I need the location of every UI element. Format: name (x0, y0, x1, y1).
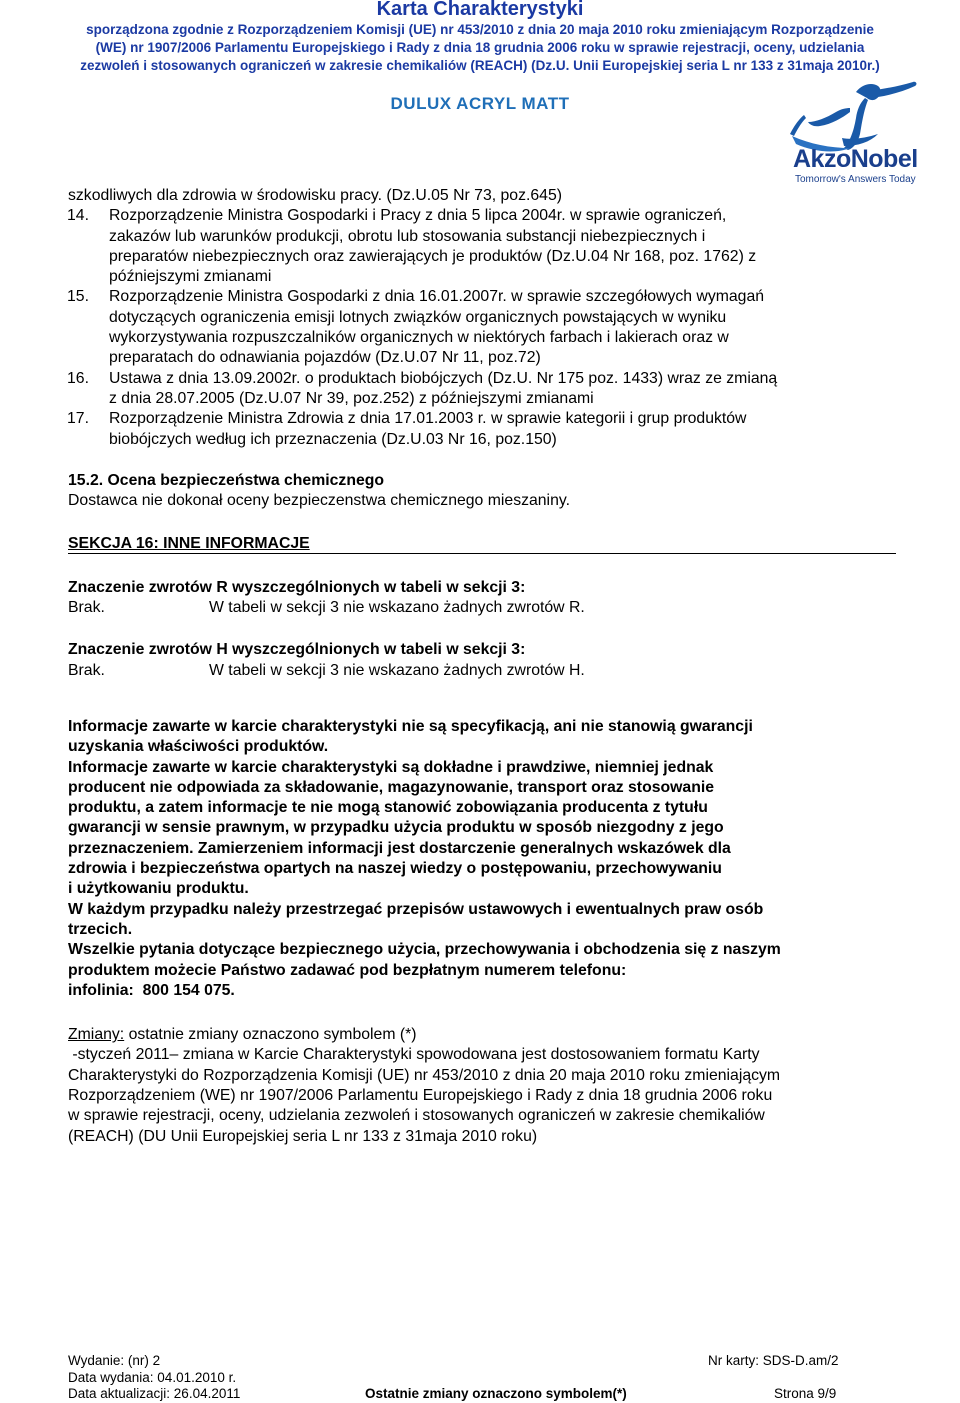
item-line: preparatach do odnawiania pojazdów (Dz.U.07 Nr 11, poz.72) (109, 349, 541, 367)
r-phrases-row (68, 598, 896, 618)
disclaimer-line: Informacje zawarte w karcie charakterystyki nie są specyfikacją, ani nie stanowią gwarancji (68, 717, 753, 735)
changes-label: Zmiany: (68, 1026, 125, 1044)
footer-row (68, 1386, 896, 1403)
h-phrases-row (68, 661, 896, 681)
item-line: biobójczych według ich przeznaczenia (Dz.U.03 Nr 16, poz.150) (109, 430, 557, 448)
item-line: późniejszymi zmianami (109, 268, 272, 286)
item-line: dotyczących ograniczenia emisji lotnych związków organicznych powstających w wyniku (109, 308, 727, 326)
issue-date: Data wydania: 04.01.2010 r. (68, 1369, 237, 1385)
h-phrases-label: Brak. (68, 661, 105, 679)
item-number: 14. (67, 207, 89, 225)
disclaimer-line: Informacje zawarte w karcie charakterystyki są dokładne i prawdziwe, niemniej jednak (68, 758, 714, 776)
disclaimer-line: zdrowia i bezpieczeństwa opartych na naszej wiedzy o postępowaniu, przechowywaniu (68, 860, 722, 878)
disclaimer-line: przeznaczeniem. Zamierzeniem informacji jest dostarczenie generalnych wskazówek dla (68, 839, 731, 857)
item-line: wykorzystywania rozpuszczalników organicznych w niektórych farbach i lakierach oraz w (109, 329, 729, 347)
item-line: Rozporządzenie Ministra Gospodarki i Pracy z dnia 5 lipca 2004r. w sprawie ograniczeń, (109, 207, 727, 225)
item-line: preparatów niebezpiecznych oraz zawierających je produktów (Dz.U.04 Nr 168, poz. 1762) z (109, 247, 757, 265)
item-number: 17. (67, 410, 89, 428)
r-phrases-label: Brak. (68, 599, 105, 617)
changes-line: Rozporządzeniem (WE) nr 1907/2006 Parlamentu Europejskiego i Rady z dnia 18 grudnia 2006 roku (68, 1086, 773, 1104)
disclaimer-line: Wszelkie pytania dotyczące bezpiecznego użycia, przechowywania i obchodzenia się z naszym (68, 941, 781, 959)
disclaimer-line: producent nie odpowiada za składowanie, magazynowanie, transport oraz stosowanie (68, 778, 715, 796)
section-16-heading: SEKCJA 16: INNE INFORMACJE (68, 535, 310, 553)
changes-heading (68, 1025, 896, 1045)
r-phrases-heading: Znaczenie zwrotów R wyszczególnionych w tabeli w sekcji 3: (68, 578, 526, 596)
disclaimer-line: W każdym przypadku należy przestrzegać przepisów ustawowych i ewentualnych praw osób (68, 900, 764, 918)
disclaimer-line: produktem możecie Państwo zadawać pod bezpłatnym numerem telefonu: (68, 961, 627, 979)
page-number: Strona 9/9 (774, 1386, 837, 1401)
regulation-line-2: (WE) nr 1907/2006 Parlamentu Europejskiego i Rady z dnia 18 grudnia 2006 roku w sprawie rejestracji, oceny, udzielania (95, 40, 865, 55)
item-line: Rozporządzenie Ministra Zdrowia z dnia 17.01.2003 r. w sprawie kategorii i grup produktów (109, 410, 747, 428)
product-name: DULUX ACRYL MATT (390, 94, 570, 113)
disclaimer-line: produktu, a zatem informacje te nie mogą stanowić zobowiązania producenta z tytułu (68, 799, 708, 817)
changes-line: Charakterystyki do Rozporządzenia Komisji (UE) nr 453/2010 z dnia 20 maja 2010 roku zmieniającym (68, 1066, 781, 1084)
h-phrases-text: W tabeli w sekcji 3 nie wskazano żadnych zwrotów H. (209, 661, 585, 679)
card-number: Nr karty: SDS-D.am/2 (708, 1353, 839, 1368)
disclaimer-paragraph (68, 900, 896, 941)
document-title: Karta Charakterystyki (376, 0, 584, 20)
changes-line: -styczeń 2011– zmiana w Karcie Charakterystyki spowodowana jest dostosowaniem formatu Karty (68, 1046, 760, 1064)
item-line: z dnia 28.07.2005 (Dz.U.07 Nr 39, poz.252) z późniejszymi zmianami (109, 389, 594, 407)
document-header (0, 0, 960, 190)
regulation-line-1: sporządzona zgodnie z Rozporządzeniem Komisji (UE) nr 453/2010 z dnia 20 maja 2010 roku zmieniającym Rozporządzenie (86, 22, 874, 37)
disclaimer-line: uzyskania właściwości produktów. (68, 738, 329, 756)
regulation-line-3: zezwoleń i stosowanych ograniczeń w zakresie chemikaliów (REACH) (Dz.U. Unii Europejskiej seria L nr 133 z 31maja 2010r.) (80, 58, 880, 73)
brand-tagline: Tomorrow's Answers Today (795, 174, 916, 185)
item-line: Rozporządzenie Ministra Gospodarki z dnia 16.01.2007r. w sprawie szczegółowych wymagań (109, 288, 765, 306)
changes-line: (REACH) (DU Unii Europejskiej seria L nr 133 z 31maja 2010 roku) (68, 1127, 538, 1145)
changes-line: w sprawie rejestracji, oceny, udzielania zezwoleń i stosowanych ograniczeń w zakresie chemikaliów (68, 1107, 765, 1125)
update-date: Data aktualizacji: 26.04.2011 (68, 1386, 241, 1401)
legislation-intro: szkodliwych dla zdrowia w środowisku pracy. (Dz.U.05 Nr 73, poz.645) (68, 187, 562, 204)
item-number: 16. (67, 369, 89, 387)
footer-row (68, 1370, 896, 1387)
hotline-number: infolinia: 800 154 075. (68, 981, 235, 999)
item-number: 15. (67, 288, 89, 306)
brand-name: AkzoNobel (793, 145, 918, 173)
document-body (68, 186, 896, 1147)
disclaimer-line: gwarancji w sensie prawnym, w przypadku użycia produktu w sposób niezgodny z jego (68, 819, 724, 837)
disclaimer-line: i użytkowaniu produktu. (68, 880, 249, 898)
section-15-2-heading: 15.2. Ocena bezpieczeństwa chemicznego (68, 471, 385, 489)
section-15-2-text: Dostawca nie dokonał oceny bezpieczenstwa chemicznego mieszaniny. (68, 492, 570, 510)
disclaimer-line: trzecich. (68, 920, 133, 938)
changes-note: Ostatnie zmiany oznaczono symbolem(*) (365, 1386, 627, 1401)
disclaimer-paragraph (68, 717, 896, 758)
disclaimer-paragraph (68, 940, 896, 1001)
item-line: zakazów lub warunków produkcji, obrotu lub stosowania substancji niebezpiecznych i (109, 227, 706, 245)
changes-text: ostatnie zmiany oznaczono symbolem (*) (124, 1026, 417, 1044)
h-phrases-heading: Znaczenie zwrotów H wyszczególnionych w tabeli w sekcji 3: (68, 641, 526, 659)
document-footer (68, 1353, 896, 1403)
r-phrases-text: W tabeli w sekcji 3 nie wskazano żadnych zwrotów R. (209, 599, 585, 617)
edition-number: Wydanie: (nr) 2 (68, 1353, 161, 1368)
footer-row (68, 1353, 896, 1370)
disclaimer-paragraph (68, 758, 896, 900)
legislation-item (68, 206, 896, 287)
legislation-item (68, 369, 896, 410)
legislation-item (68, 287, 896, 368)
item-line: Ustawa z dnia 13.09.2002r. o produktach biobójczych (Dz.U. Nr 175 poz. 1433) wraz ze zmianą (109, 369, 778, 387)
legislation-item (68, 409, 896, 450)
